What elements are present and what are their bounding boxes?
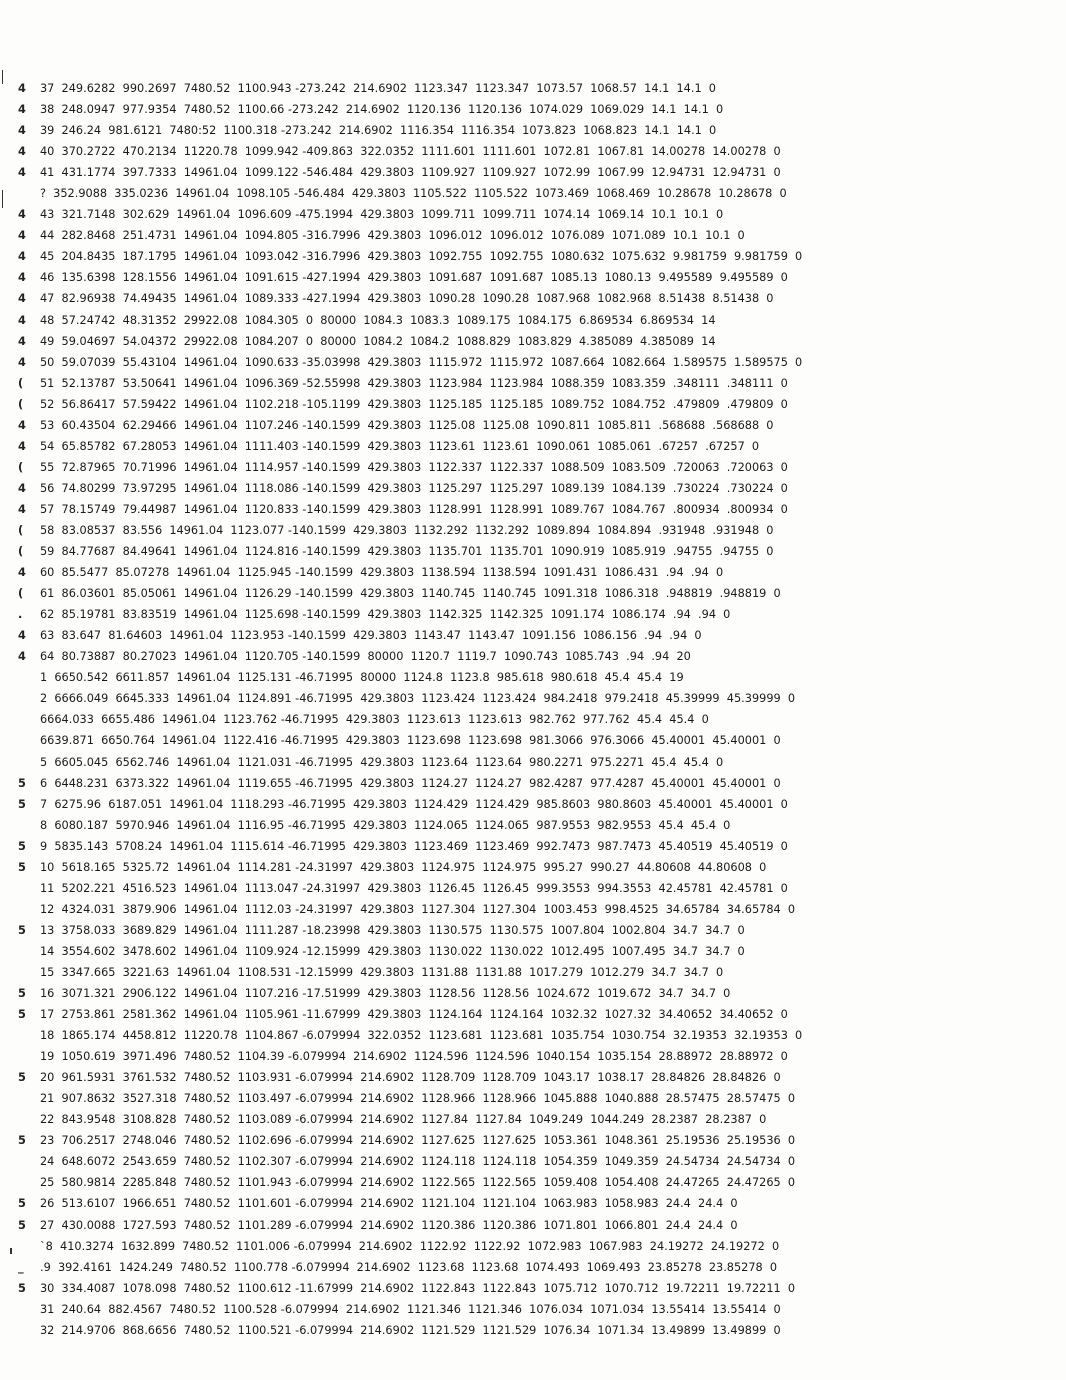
row-values: 24 648.6072 2543.659 7480.52 1102.307 -6.079994 214.6902 1124.118 1124.118 1054.359 1049.359 24.54734 24.54734 0	[40, 1155, 796, 1169]
row-values: 6 6448.231 6373.322 14961.04 1119.655 -46.71995 429.3803 1124.27 1124.27 982.4287 977.4287 45.40001 45.40001 0	[40, 776, 781, 790]
margin-mark: 5	[18, 1281, 26, 1295]
margin-mark: 4	[18, 229, 26, 243]
margin-mark: (	[18, 523, 24, 537]
data-row	[0, 1215, 1066, 1236]
margin-mark: 5	[18, 1008, 26, 1022]
data-row	[0, 457, 1066, 478]
row-values: 41 431.1774 397.7333 14961.04 1099.122 -546.484 429.3803 1109.927 1109.927 1072.99 1067.99 12.94731 12.94731 0	[40, 166, 781, 180]
data-row	[0, 373, 1066, 394]
data-row	[0, 667, 1066, 688]
row-values: 22 843.9548 3108.828 7480.52 1103.089 -6.079994 214.6902 1127.84 1127.84 1049.249 1044.249 28.2387 28.2387 0	[40, 1113, 767, 1127]
margin-mark: (	[18, 397, 24, 411]
data-row	[0, 225, 1066, 246]
data-row	[0, 331, 1066, 352]
margin-mark: 4	[18, 355, 26, 369]
data-row	[0, 878, 1066, 899]
margin-mark: 4	[18, 250, 26, 264]
row-values: 27 430.0088 1727.593 7480.52 1101.289 -6.079994 214.6902 1120.386 1120.386 1071.801 1066.801 24.4 24.4 0	[40, 1218, 738, 1232]
margin-mark: 5	[18, 1197, 26, 1211]
data-row	[0, 962, 1066, 983]
row-values: 21 907.8632 3527.318 7480.52 1103.497 -6.079994 214.6902 1128.966 1128.966 1045.888 1040.888 28.57475 28.57475 0	[40, 1092, 796, 1106]
data-row	[0, 120, 1066, 141]
row-values: 43 321.7148 302.629 14961.04 1096.609 -475.1994 429.3803 1099.711 1099.711 1074.14 1069.14 10.1 10.1 0	[40, 208, 724, 222]
margin-mark: 4	[18, 103, 26, 117]
data-row	[0, 415, 1066, 436]
data-row	[0, 920, 1066, 941]
row-values: 6639.871 6650.764 14961.04 1122.416 -46.71995 429.3803 1123.698 1123.698 981.3066 976.3066 45.40001 45.40001 0	[40, 734, 781, 748]
data-row	[0, 899, 1066, 920]
data-row	[0, 625, 1066, 646]
margin-mark: 4	[18, 502, 26, 516]
row-values: 55 72.87965 70.71996 14961.04 1114.957 -140.1599 429.3803 1122.337 1122.337 1088.509 1083.509 .720063 .720063 0	[40, 460, 788, 474]
data-row	[0, 730, 1066, 751]
margin-mark: 4	[18, 629, 26, 643]
data-row	[0, 604, 1066, 625]
row-values: 44 282.8468 251.4731 14961.04 1094.805 -316.7996 429.3803 1096.012 1096.012 1076.089 1071.089 10.1 10.1 0	[40, 229, 745, 243]
data-row	[0, 1172, 1066, 1193]
data-row	[0, 1130, 1066, 1151]
margin-mark: 4	[18, 145, 26, 159]
data-row	[0, 1046, 1066, 1067]
margin-mark: (	[18, 545, 24, 559]
row-values: 39 246.24 981.6121 7480:52 1100.318 -273.242 214.6902 1116.354 1116.354 1073.823 1068.823 14.1 14.1 0	[40, 124, 717, 138]
row-values: 54 65.85782 67.28053 14961.04 1111.403 -140.1599 429.3803 1123.61 1123.61 1090.061 1085.061 .67257 .67257 0	[40, 439, 760, 453]
row-values: ? 352.9088 335.0236 14961.04 1098.105 -546.484 429.3803 1105.522 1105.522 1073.469 1068.469 10.28678 10.28678 0	[40, 187, 787, 201]
data-row	[0, 646, 1066, 667]
row-values: 2 6666.049 6645.333 14961.04 1124.891 -46.71995 429.3803 1123.424 1123.424 984.2418 979.2418 45.39999 45.39999 0	[40, 692, 796, 706]
row-values: 59 84.77687 84.49641 14961.04 1124.816 -140.1599 429.3803 1135.701 1135.701 1090.919 1085.919 .94755 .94755 0	[40, 545, 774, 559]
row-values: 11 5202.221 4516.523 14961.04 1113.047 -24.31997 429.3803 1126.45 1126.45 999.3553 994.3553 42.45781 42.45781 0	[40, 881, 788, 895]
margin-mark: 4	[18, 418, 26, 432]
margin-mark: 5	[18, 1071, 26, 1085]
data-row	[0, 857, 1066, 878]
margin-mark: _	[18, 1260, 24, 1274]
data-row	[0, 1088, 1066, 1109]
margin-mark: 4	[18, 313, 26, 327]
row-values: 10 5618.165 5325.72 14961.04 1114.281 -24.31997 429.3803 1124.975 1124.975 995.27 990.27 44.80608 44.80608 0	[40, 860, 767, 874]
margin-mark: 4	[18, 271, 26, 285]
data-row	[0, 162, 1066, 183]
row-values: 1 6650.542 6611.857 14961.04 1125.131 -46.71995 80000 1124.8 1123.8 985.618 980.618 45.4 45.4 19	[40, 671, 684, 685]
row-values: 32 214.9706 868.6656 7480.52 1100.521 -6.079994 214.6902 1121.529 1121.529 1076.34 1071.34 13.49899 13.49899 0	[40, 1323, 781, 1337]
data-row	[0, 1278, 1066, 1299]
data-row	[0, 1109, 1066, 1130]
data-row	[0, 1151, 1066, 1172]
row-values: 5 6605.045 6562.746 14961.04 1121.031 -46.71995 429.3803 1123.64 1123.64 980.2271 975.2271 45.4 45.4 0	[40, 755, 724, 769]
margin-mark: 4	[18, 82, 26, 95]
data-row	[0, 794, 1066, 815]
data-row	[0, 246, 1066, 267]
margin-mark: (	[18, 376, 24, 390]
data-row	[0, 1257, 1066, 1278]
data-row	[0, 520, 1066, 541]
margin-mark: 4	[18, 292, 26, 306]
data-row	[0, 688, 1066, 709]
row-values: 50 59.07039 55.43104 14961.04 1090.633 -35.03998 429.3803 1115.972 1115.972 1087.664 1082.664 1.589575 1.589575 0	[40, 355, 803, 369]
data-row	[0, 541, 1066, 562]
data-row	[0, 394, 1066, 415]
data-row	[0, 1004, 1066, 1025]
margin-mark: 4	[18, 208, 26, 222]
row-values: 46 135.6398 128.1556 14961.04 1091.615 -427.1994 429.3803 1091.687 1091.687 1085.13 1080.13 9.495589 9.495589 0	[40, 271, 788, 285]
row-values: 47 82.96938 74.49435 14961.04 1089.333 -427.1994 429.3803 1090.28 1090.28 1087.968 1082.968 8.51438 8.51438 0	[40, 292, 774, 306]
data-row	[0, 1299, 1066, 1320]
data-row	[0, 752, 1066, 773]
row-values: 6664.033 6655.486 14961.04 1123.762 -46.71995 429.3803 1123.613 1123.613 982.762 977.762 45.4 45.4 0	[40, 713, 709, 727]
data-row	[0, 204, 1066, 225]
row-values: 18 1865.174 4458.812 11220.78 1104.867 -6.079994 322.0352 1123.681 1123.681 1035.754 1030.754 32.19353 32.19353 0	[40, 1029, 803, 1043]
row-values: 26 513.6107 1966.651 7480.52 1101.601 -6.079994 214.6902 1121.104 1121.104 1063.983 1058.983 24.4 24.4 0	[40, 1197, 738, 1211]
row-values: 52 56.86417 57.59422 14961.04 1102.218 -105.1199 429.3803 1125.185 1125.185 1089.752 1084.752 .479809 .479809 0	[40, 397, 788, 411]
row-values: 49 59.04697 54.04372 29922.08 1084.207 0 80000 1084.2 1084.2 1088.829 1083.829 4.385089 4.385089 14	[40, 334, 716, 348]
row-values: 38 248.0947 977.9354 7480.52 1100.66 -273.242 214.6902 1120.136 1120.136 1074.029 1069.029 14.1 14.1 0	[40, 103, 724, 117]
margin-mark: 5	[18, 1134, 26, 1148]
row-values: 51 52.13787 53.50641 14961.04 1096.369 -52.55998 429.3803 1123.984 1123.984 1088.359 1083.359 .348111 .348111 0	[40, 376, 788, 390]
data-row	[0, 1320, 1066, 1341]
row-values: 8 6080.187 5970.946 14961.04 1116.95 -46.71995 429.3803 1124.065 1124.065 987.9553 982.9553 45.4 45.4 0	[40, 818, 731, 832]
row-values: 30 334.4087 1078.098 7480.52 1100.612 -11.67999 214.6902 1122.843 1122.843 1075.712 1070.712 19.72211 19.72211 0	[40, 1281, 796, 1295]
row-values: 57 78.15749 79.44987 14961.04 1120.833 -140.1599 429.3803 1128.991 1128.991 1089.767 1084.767 .800934 .800934 0	[40, 502, 788, 516]
margin-mark: 5	[18, 923, 26, 937]
data-row	[0, 1193, 1066, 1214]
margin-mark: 5	[18, 776, 26, 790]
row-values: 40 370.2722 470.2134 11220.78 1099.942 -409.863 322.0352 1111.601 1111.601 1072.81 1067.81 14.00278 14.00278 0	[40, 145, 781, 159]
margin-mark: 4	[18, 334, 26, 348]
data-row	[0, 1236, 1066, 1257]
data-row	[0, 310, 1066, 331]
row-values: 13 3758.033 3689.829 14961.04 1111.287 -18.23998 429.3803 1130.575 1130.575 1007.804 1002.804 34.7 34.7 0	[40, 923, 745, 937]
margin-mark: 5	[18, 797, 26, 811]
margin-mark: 5	[18, 839, 26, 853]
data-row	[0, 983, 1066, 1004]
row-values: 15 3347.665 3221.63 14961.04 1108.531 -12.15999 429.3803 1131.88 1131.88 1017.279 1012.279 34.7 34.7 0	[40, 965, 724, 979]
data-row	[0, 836, 1066, 857]
row-values: 19 1050.619 3971.496 7480.52 1104.39 -6.079994 214.6902 1124.596 1124.596 1040.154 1035.154 28.88972 28.88972 0	[40, 1050, 788, 1064]
row-values: 56 74.80299 73.97295 14961.04 1118.086 -140.1599 429.3803 1125.297 1125.297 1089.139 1084.139 .730224 .730224 0	[40, 481, 788, 495]
margin-mark: 4	[18, 124, 26, 138]
row-values: 48 57.24742 48.31352 29922.08 1084.305 0 80000 1084.3 1083.3 1089.175 1084.175 6.869534 6.869534 14	[40, 313, 716, 327]
data-row	[0, 99, 1066, 120]
margin-mark: 4	[18, 481, 26, 495]
data-row	[0, 941, 1066, 962]
data-row	[0, 436, 1066, 457]
data-row	[0, 141, 1066, 162]
row-values: 14 3554.602 3478.602 14961.04 1109.924 -12.15999 429.3803 1130.022 1130.022 1012.495 1007.495 34.7 34.7 0	[40, 944, 745, 958]
row-values: 9 5835.143 5708.24 14961.04 1115.614 -46.71995 429.3803 1123.469 1123.469 992.7473 987.7473 45.40519 45.40519 0	[40, 839, 788, 853]
data-row	[0, 499, 1066, 520]
row-values: 53 60.43504 62.29466 14961.04 1107.246 -140.1599 429.3803 1125.08 1125.08 1090.811 1085.811 .568688 .568688 0	[40, 418, 774, 432]
data-row	[0, 583, 1066, 604]
row-values: 25 580.9814 2285.848 7480.52 1101.943 -6.079994 214.6902 1122.565 1122.565 1059.408 1054.408 24.47265 24.47265 0	[40, 1176, 796, 1190]
data-row	[0, 352, 1066, 373]
data-row	[0, 78, 1066, 99]
margin-mark: 5	[18, 987, 26, 1001]
data-row	[0, 267, 1066, 288]
row-values: 7 6275.96 6187.051 14961.04 1118.293 -46.71995 429.3803 1124.429 1124.429 985.8603 980.8603 45.40001 45.40001 0	[40, 797, 788, 811]
data-row	[0, 183, 1066, 204]
row-values: 16 3071.321 2906.122 14961.04 1107.216 -17.51999 429.3803 1128.56 1128.56 1024.672 1019.672 34.7 34.7 0	[40, 987, 731, 1001]
margin-mark: 4	[18, 166, 26, 180]
row-values: 20 961.5931 3761.532 7480.52 1103.931 -6.079994 214.6902 1128.709 1128.709 1043.17 1038.17 28.84826 28.84826 0	[40, 1071, 781, 1085]
margin-mark: (	[18, 587, 24, 601]
row-values: 62 85.19781 83.83519 14961.04 1125.698 -140.1599 429.3803 1142.325 1142.325 1091.174 1086.174 .94 .94 0	[40, 608, 731, 622]
data-row	[0, 562, 1066, 583]
data-row	[0, 478, 1066, 499]
row-values: 12 4324.031 3879.906 14961.04 1112.03 -24.31997 429.3803 1127.304 1127.304 1003.453 998.4525 34.65784 34.65784 0	[40, 902, 796, 916]
data-row	[0, 709, 1066, 730]
row-values: 63 83.647 81.64603 14961.04 1123.953 -140.1599 429.3803 1143.47 1143.47 1091.156 1086.156 .94 .94 0	[40, 629, 702, 643]
margin-mark: 4	[18, 650, 26, 664]
margin-mark: 4	[18, 566, 26, 580]
row-values: 61 86.03601 85.05061 14961.04 1126.29 -140.1599 429.3803 1140.745 1140.745 1091.318 1086.318 .948819 .948819 0	[40, 587, 781, 601]
data-row	[0, 773, 1066, 794]
row-values: .9 392.4161 1424.249 7480.52 1100.778 -6.079994 214.6902 1123.68 1123.68 1074.493 1069.493 23.85278 23.85278 0	[40, 1260, 778, 1274]
margin-mark: 5	[18, 860, 26, 874]
margin-mark: 5	[18, 1218, 26, 1232]
row-values: 45 204.8435 187.1795 14961.04 1093.042 -316.7996 429.3803 1092.755 1092.755 1080.632 1075.632 9.981759 9.981759 0	[40, 250, 803, 264]
row-values: 23 706.2517 2748.046 7480.52 1102.696 -6.079994 214.6902 1127.625 1127.625 1053.361 1048.361 25.19536 25.19536 0	[40, 1134, 796, 1148]
data-row	[0, 288, 1066, 309]
margin-mark: (	[18, 460, 24, 474]
row-values: 37 249.6282 990.2697 7480.52 1100.943 -273.242 214.6902 1123.347 1123.347 1073.57 1068.57 14.1 14.1 0	[40, 82, 716, 95]
margin-mark: 4	[18, 439, 26, 453]
margin-mark: .	[18, 608, 23, 622]
data-listing	[0, 78, 1066, 1341]
data-row	[0, 1025, 1066, 1046]
row-values: 60 85.5477 85.07278 14961.04 1125.945 -140.1599 429.3803 1138.594 1138.594 1091.431 1086.431 .94 .94 0	[40, 566, 724, 580]
row-values: 58 83.08537 83.556 14961.04 1123.077 -140.1599 429.3803 1132.292 1132.292 1089.894 1084.894 .931948 .931948 0	[40, 523, 774, 537]
row-values: 64 80.73887 80.27023 14961.04 1120.705 -140.1599 80000 1120.7 1119.7 1090.743 1085.743 .94 .94 20	[40, 650, 691, 664]
row-values: `8 410.3274 1632.899 7480.52 1101.006 -6.079994 214.6902 1122.92 1122.92 1072.983 1067.983 24.19272 24.19272 0	[40, 1239, 780, 1253]
row-values: 31 240.64 882.4567 7480.52 1100.528 -6.079994 214.6902 1121.346 1121.346 1076.034 1071.034 13.55414 13.55414 0	[40, 1302, 781, 1316]
data-row	[0, 815, 1066, 836]
data-row	[0, 1067, 1066, 1088]
row-values: 17 2753.861 2581.362 14961.04 1105.961 -11.67999 429.3803 1124.164 1124.164 1032.32 1027.32 34.40652 34.40652 0	[40, 1008, 788, 1022]
